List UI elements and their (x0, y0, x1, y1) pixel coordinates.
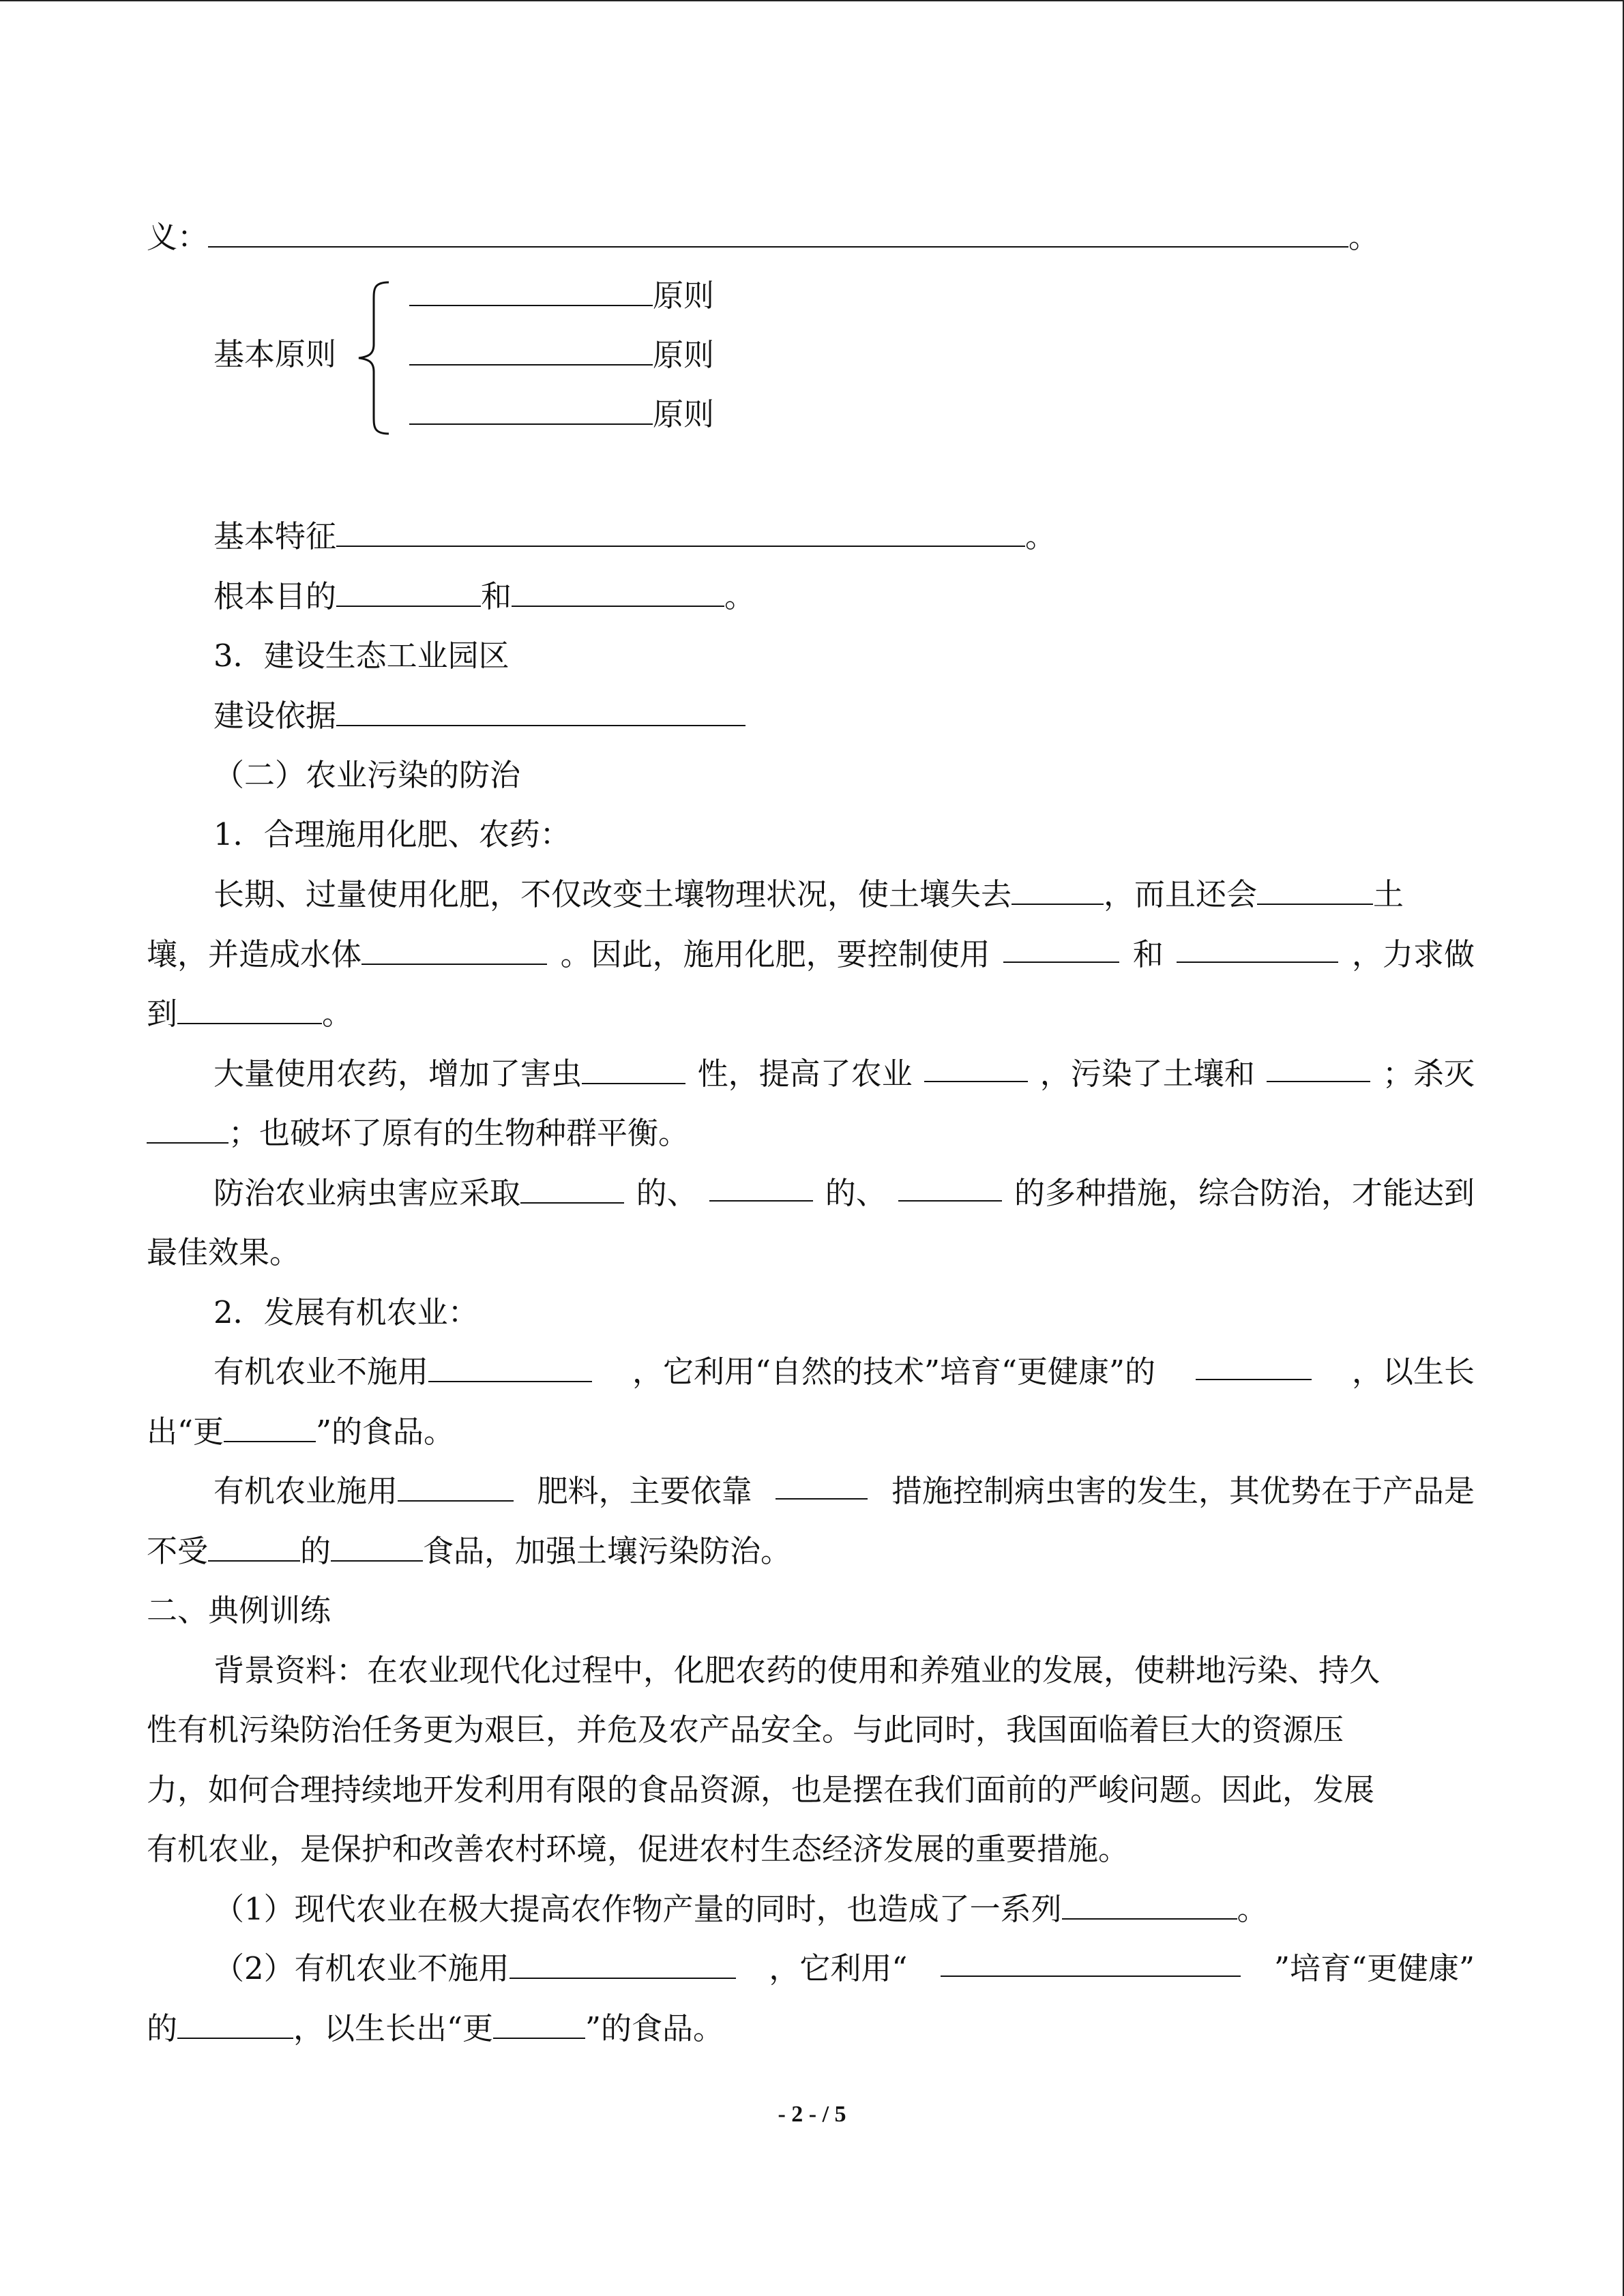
text: 的多种措施，综合防治，才能达到 (1014, 1175, 1475, 1211)
answer-blank[interactable] (941, 1948, 1241, 1977)
paragraph-line: 有机农业，是保护和改善农村环境，促进农村生态经济发展的重要措施。 (147, 1831, 1130, 1867)
answer-blank[interactable] (428, 1354, 592, 1382)
paragraph-line (147, 994, 353, 1034)
text: ；杀灭 (1382, 1056, 1475, 1092)
text: ，以生长出“更 (293, 2010, 494, 2046)
text: ”的食品。 (585, 2010, 724, 2046)
answer-blank[interactable] (520, 1175, 624, 1204)
paragraph-line (213, 1471, 1475, 1512)
answer-blank[interactable] (1012, 876, 1104, 905)
paragraph-line (147, 1113, 689, 1154)
text: 土 (1373, 876, 1404, 912)
text: 义： (147, 219, 209, 255)
answer-blank[interactable] (336, 698, 745, 726)
text: 和 (481, 578, 512, 614)
answer-blank[interactable] (582, 1056, 685, 1084)
text: 长期、过量使用化肥，不仅改变土壤物理状况，使土壤失去 (213, 876, 1012, 912)
feature-line (213, 516, 1056, 557)
text: 和 (1132, 936, 1164, 972)
principle-item (409, 335, 714, 376)
text: 大量使用农药，增加了害虫 (213, 1056, 582, 1092)
text: 原则 (653, 337, 715, 373)
text: 肥料，主要依靠 (537, 1473, 752, 1509)
paragraph-line (147, 1412, 454, 1452)
definition-line (147, 217, 1379, 258)
text: 的 (147, 2010, 178, 2046)
text: ”培育“更健康” (1273, 1950, 1475, 1986)
text: （2）有机农业不施用 (213, 1950, 510, 1986)
question-line (213, 1889, 1268, 1930)
text: 的、 (636, 1175, 698, 1211)
section-heading: 二、典例训练 (147, 1592, 331, 1628)
purpose-line (213, 576, 755, 617)
paragraph-line (213, 874, 1404, 915)
text: ，以生长 (1351, 1354, 1475, 1390)
answer-blank[interactable] (208, 1533, 300, 1562)
text: 的、 (825, 1175, 887, 1211)
answer-blank[interactable] (331, 1533, 423, 1562)
answer-blank[interactable] (409, 396, 653, 425)
text: 建设依据 (213, 698, 337, 734)
answer-blank[interactable] (147, 1115, 228, 1144)
section-heading: 3．建设生态工业园区 (213, 638, 510, 674)
answer-blank[interactable] (177, 2010, 293, 2039)
answer-blank[interactable] (776, 1471, 868, 1500)
text: ，力求做 (1351, 936, 1475, 972)
text: 。 (1025, 518, 1057, 554)
paragraph-line: 性有机污染防治任务更为艰巨，并危及农产品安全。与此同时，我国面临着巨大的资源压 (147, 1712, 1344, 1748)
paragraph-line: 力，如何合理持续地开发利用有限的食品资源，也是摆在我们面前的严峻问题。因此，发展 (147, 1772, 1375, 1808)
text: 原则 (653, 278, 715, 314)
answer-blank[interactable] (510, 1950, 736, 1979)
text: 性，提高了农业 (697, 1056, 913, 1092)
text: 原则 (653, 396, 715, 432)
paragraph-line (213, 1352, 1475, 1392)
text: 有机农业不施用 (213, 1354, 429, 1390)
paragraph-line (147, 934, 1475, 975)
text: ，污染了土壤和 (1039, 1056, 1255, 1092)
answer-blank[interactable] (336, 518, 1025, 547)
curly-brace (353, 280, 394, 436)
text: 。 (322, 996, 353, 1032)
text: 不受 (147, 1533, 209, 1569)
answer-blank[interactable] (224, 1414, 316, 1442)
text: ，而且还会 (1104, 876, 1258, 912)
text: ，它利用“ (769, 1950, 908, 1986)
answer-blank[interactable] (924, 1054, 1028, 1082)
paragraph-line: 背景资料：在农业现代化过程中，化肥农药的使用和养殖业的发展，使耕地污染、持久 (213, 1652, 1381, 1688)
answer-blank[interactable] (1003, 934, 1119, 963)
basis-line (213, 696, 745, 736)
text: ”的食品。 (316, 1414, 455, 1450)
question-line (213, 1948, 1475, 1989)
text: 出“更 (147, 1414, 224, 1450)
answer-blank[interactable] (1177, 934, 1338, 963)
text: 食品，加强土壤污染防治。 (423, 1533, 792, 1569)
text: 防治农业病虫害应采取 (213, 1175, 521, 1211)
answer-blank[interactable] (208, 219, 1348, 248)
text: 的 (300, 1533, 331, 1569)
answer-blank[interactable] (493, 2010, 585, 2039)
text: 根本目的 (213, 578, 337, 614)
text: 到 (147, 996, 178, 1032)
answer-blank[interactable] (409, 337, 653, 366)
answer-blank[interactable] (177, 996, 322, 1024)
principle-item (409, 275, 714, 316)
answer-blank[interactable] (1267, 1054, 1370, 1082)
answer-blank[interactable] (1196, 1352, 1312, 1380)
answer-blank[interactable] (709, 1173, 813, 1202)
paragraph-line: 最佳效果。 (147, 1234, 301, 1270)
answer-blank[interactable] (398, 1473, 514, 1502)
question-line (147, 2008, 724, 2049)
answer-blank[interactable] (898, 1173, 1002, 1202)
answer-blank[interactable] (336, 578, 481, 607)
text: （1）现代农业在极大提高农作物产量的同时，也造成了一系列 (213, 1891, 1062, 1927)
text: 基本特征 (213, 518, 337, 554)
text: 。 (1237, 1891, 1268, 1927)
answer-blank[interactable] (1062, 1891, 1237, 1920)
text: 。 (1348, 219, 1380, 255)
principle-item (409, 394, 714, 435)
text: 措施控制病虫害的发生，其优势在于产品是 (891, 1473, 1475, 1509)
section-heading: （二）农业污染的防治 (213, 757, 521, 793)
text: ；也破坏了原有的生物种群平衡。 (228, 1115, 690, 1151)
section-heading: 1．合理施用化肥、农药： (213, 816, 571, 852)
text: 。 (724, 578, 756, 614)
answer-blank[interactable] (1257, 876, 1373, 905)
text: ，它利用“自然的技术”培育“更健康”的 (632, 1354, 1156, 1390)
answer-blank[interactable] (361, 936, 547, 965)
paragraph-line (147, 1531, 791, 1572)
principles-label: 基本原则 (213, 336, 337, 372)
answer-blank[interactable] (512, 578, 724, 607)
section-heading: 2．发展有机农业： (213, 1294, 479, 1330)
answer-blank[interactable] (409, 278, 653, 306)
text: 有机农业施用 (213, 1473, 398, 1509)
page-number: - 2 - / 5 (778, 2102, 846, 2127)
paragraph-line (213, 1173, 1475, 1214)
text: 壤，并造成水体 (147, 936, 362, 972)
paragraph-line (213, 1054, 1475, 1094)
text: 。因此，施用化肥，要控制使用 (560, 936, 990, 972)
